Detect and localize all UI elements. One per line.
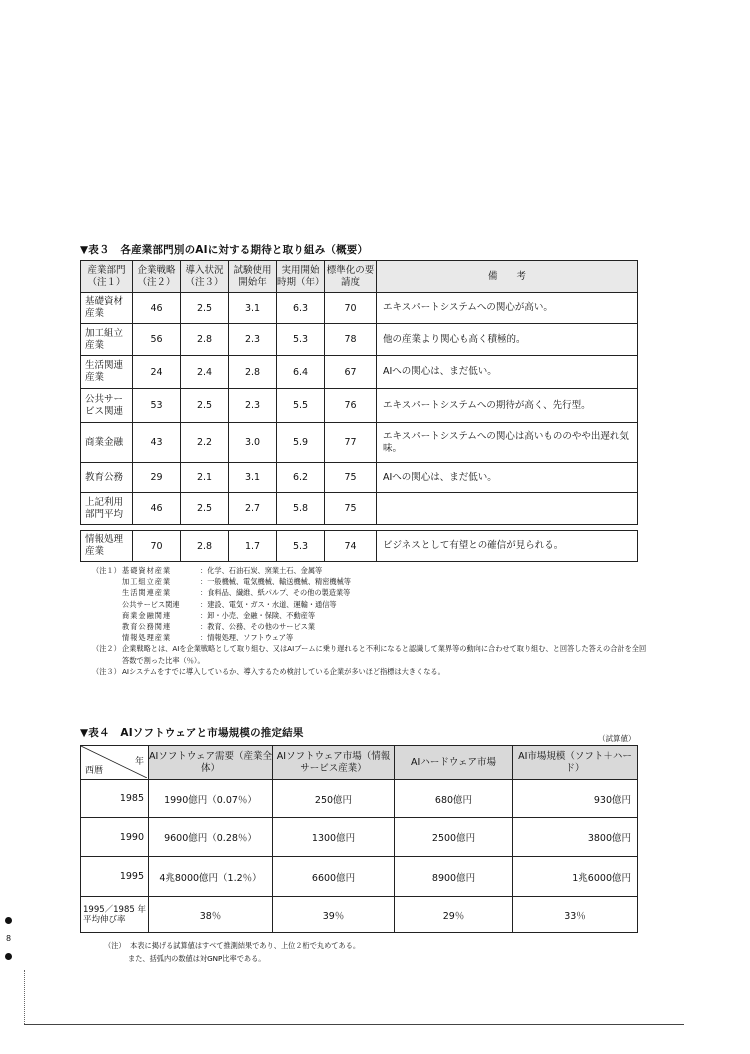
table-row: [81, 493, 638, 525]
remark-cell: AIへの関心は、まだ低い。: [377, 463, 638, 493]
corner-cell: [81, 746, 149, 780]
note-label: （注１）: [92, 566, 121, 575]
note-text: ：一般機械、電気機械、輸送機械、精密機械等: [200, 577, 351, 587]
table-row: [81, 818, 638, 857]
binding-hole-icon: [5, 953, 12, 960]
table3-title: ▼表３ 各産業部門別のAIに対する期待と取り組み（概要）: [80, 244, 369, 256]
cell: 2.1: [181, 463, 229, 493]
row-category: 情報処理産業: [81, 531, 133, 562]
note-text: ：化学、石油石炭、窯業土石、金属等: [200, 566, 323, 575]
cell: 33％: [513, 897, 638, 933]
remark-cell: エキスパートシステムへの期待が高く、先行型。: [377, 389, 638, 423]
table4-title: ▼表４ AIソフトウェアと市場規模の推定結果: [80, 727, 304, 739]
cell: 1兆6000億円: [513, 857, 638, 897]
cell: 56: [133, 324, 181, 356]
cell: 5.9: [277, 423, 325, 463]
cell: 43: [133, 423, 181, 463]
cell: 70: [133, 531, 181, 562]
note-key: 公共サービス関連: [122, 599, 180, 609]
bottom-rule: [24, 1024, 684, 1025]
footnote-line: また、括弧内の数値は対GNP比率である。: [128, 954, 266, 963]
note-text: 企業戦略とは、AIを企業戦略として取り組む、又はAIブームに乗り遅れると不利になると認識して業界等の動向に合わせて取り組む、と回答した答えの合計を全回答数で割った比率（％）。: [122, 644, 647, 665]
cell: 75: [325, 463, 377, 493]
header-cell: 導入状況（注３）: [181, 261, 229, 293]
note-key: 商業金融関連: [122, 610, 172, 620]
table3-notes: [92, 565, 652, 677]
cell: 2.3: [229, 324, 277, 356]
header-cell: 標準化の要請度: [325, 261, 377, 293]
remark-cell: ビジネスとして有望との確信が見られる。: [377, 531, 638, 562]
table4-unit: （試算値）: [598, 734, 636, 743]
cell: 4兆8000億円（1.2％）: [149, 857, 273, 897]
cell: 2.5: [181, 389, 229, 423]
table3-header-row: [81, 261, 638, 293]
cell: 3800億円: [513, 818, 638, 857]
cell: 1300億円: [273, 818, 395, 857]
note-key: 加工組立産業: [122, 577, 172, 587]
header-cell: AI市場規模（ソフト＋ハード）: [513, 746, 638, 780]
cell: 5.3: [277, 324, 325, 356]
remark-cell: AIへの関心は、まだ低い。: [377, 356, 638, 389]
row-category: 加工組立産業: [81, 324, 133, 356]
table-row: [81, 324, 638, 356]
table3: [80, 260, 638, 562]
cell: 6.3: [277, 293, 325, 324]
table-row: [81, 356, 638, 389]
cell: 5.8: [277, 493, 325, 525]
cell: 2.7: [229, 493, 277, 525]
note-key: 情報処理産業: [122, 633, 172, 643]
year-cell: 1990: [81, 818, 149, 857]
row-category: 教育公務: [81, 463, 133, 493]
table4: [80, 745, 638, 933]
binding-hole-icon: [5, 917, 12, 924]
remark-cell: エキスパートシステムへの関心が高い。: [377, 293, 638, 324]
cell: 6.2: [277, 463, 325, 493]
corner-bottom-label: 西暦: [85, 766, 104, 776]
note-text: ：建設、電気・ガス・水道、運輸・通信等: [200, 599, 337, 609]
cell: 5.5: [277, 389, 325, 423]
table4-header-row: [81, 746, 638, 780]
cell: 39％: [273, 897, 395, 933]
table-row: [81, 389, 638, 423]
cell: 930億円: [513, 780, 638, 818]
cell: 53: [133, 389, 181, 423]
table-row: [81, 780, 638, 818]
cell: 2500億円: [395, 818, 513, 857]
cell: 9600億円（0.28％）: [149, 818, 273, 857]
row-category: 上記利用部門平均: [81, 493, 133, 525]
year-cell: 1995: [81, 857, 149, 897]
note-text: ：卸・小売、金融・保険、不動産等: [200, 610, 316, 620]
table-row: [81, 293, 638, 324]
cell: 680億円: [395, 780, 513, 818]
cell: 250億円: [273, 780, 395, 818]
header-cell: 企業戦略（注２）: [133, 261, 181, 293]
cell: 77: [325, 423, 377, 463]
row-category: 生活関連産業: [81, 356, 133, 389]
row-category: 基礎資材産業: [81, 293, 133, 324]
remark-cell: 他の産業より関心も高く積極的。: [377, 324, 638, 356]
footnote-label: （注）: [104, 941, 126, 950]
note-key: 基礎資材産業: [122, 566, 172, 575]
note-text: ：情報処理、ソフトウェア等: [200, 633, 294, 643]
cell: 74: [325, 531, 377, 562]
cell: 1990億円（0.07％）: [149, 780, 273, 818]
cell: 2.8: [181, 531, 229, 562]
note-key: 教育公務関連: [122, 622, 172, 632]
table-row: [81, 897, 638, 933]
note-text: AIシステムをすでに導入しているか、導入するため検討している企業が多いほど指標は大きくなる。: [122, 666, 445, 676]
cell: 5.3: [277, 531, 325, 562]
header-cell: 試験使用開始年: [229, 261, 277, 293]
page-number: 8: [6, 934, 12, 943]
header-cell: 実用開始時期（年）: [277, 261, 325, 293]
cell: 6600億円: [273, 857, 395, 897]
cell: 3.1: [229, 293, 277, 324]
table-row: [81, 857, 638, 897]
table4-footnote: [104, 939, 360, 965]
cell: 2.5: [181, 493, 229, 525]
table-row: [81, 423, 638, 463]
cell: 67: [325, 356, 377, 389]
cell: 2.3: [229, 389, 277, 423]
header-cell: 備 考: [377, 261, 638, 293]
footnote-line: 本表に掲げる試算値はすべて推測結果であり、上位２桁で丸めてある。: [130, 941, 361, 950]
header-cell: AIソフトウェア需要（産業全体）: [149, 746, 273, 780]
header-cell: 産業部門（注１）: [81, 261, 133, 293]
cell: 1.7: [229, 531, 277, 562]
header-cell: AIハードウェア市場: [395, 746, 513, 780]
growth-label: 1995／1985 年平均伸び率: [81, 897, 149, 933]
cell: 2.2: [181, 423, 229, 463]
cell: 76: [325, 389, 377, 423]
cell: 46: [133, 493, 181, 525]
cell: 3.1: [229, 463, 277, 493]
cell: 8900億円: [395, 857, 513, 897]
table-row: [81, 531, 638, 562]
margin-line: [24, 970, 25, 1024]
cell: 70: [325, 293, 377, 324]
note-key: 生活関連産業: [122, 588, 172, 598]
cell: 29: [133, 463, 181, 493]
note-label: （注２）: [92, 644, 121, 654]
corner-top-label: 年: [134, 757, 144, 767]
header-cell: AIソフトウェア市場（情報サービス産業）: [273, 746, 395, 780]
cell: 29％: [395, 897, 513, 933]
table-row: [81, 463, 638, 493]
cell: 24: [133, 356, 181, 389]
row-category: 公共サービス関連: [81, 389, 133, 423]
cell: 2.4: [181, 356, 229, 389]
cell: 2.8: [229, 356, 277, 389]
row-category: 商業金融: [81, 423, 133, 463]
cell: 3.0: [229, 423, 277, 463]
cell: 6.4: [277, 356, 325, 389]
note-text: ：食料品、繊維、紙パルプ、その他の製造業等: [200, 588, 351, 598]
year-cell: 1985: [81, 780, 149, 818]
remark-cell: [377, 493, 638, 525]
cell: 46: [133, 293, 181, 324]
cell: 38％: [149, 897, 273, 933]
remark-cell: エキスパートシステムへの関心は高いもののやや出遅れ気味。: [377, 423, 638, 463]
cell: 78: [325, 324, 377, 356]
note-label: （注３）: [92, 666, 121, 676]
note-text: ：教育、公務、その他のサービス業: [200, 622, 316, 632]
cell: 2.8: [181, 324, 229, 356]
cell: 75: [325, 493, 377, 525]
cell: 2.5: [181, 293, 229, 324]
